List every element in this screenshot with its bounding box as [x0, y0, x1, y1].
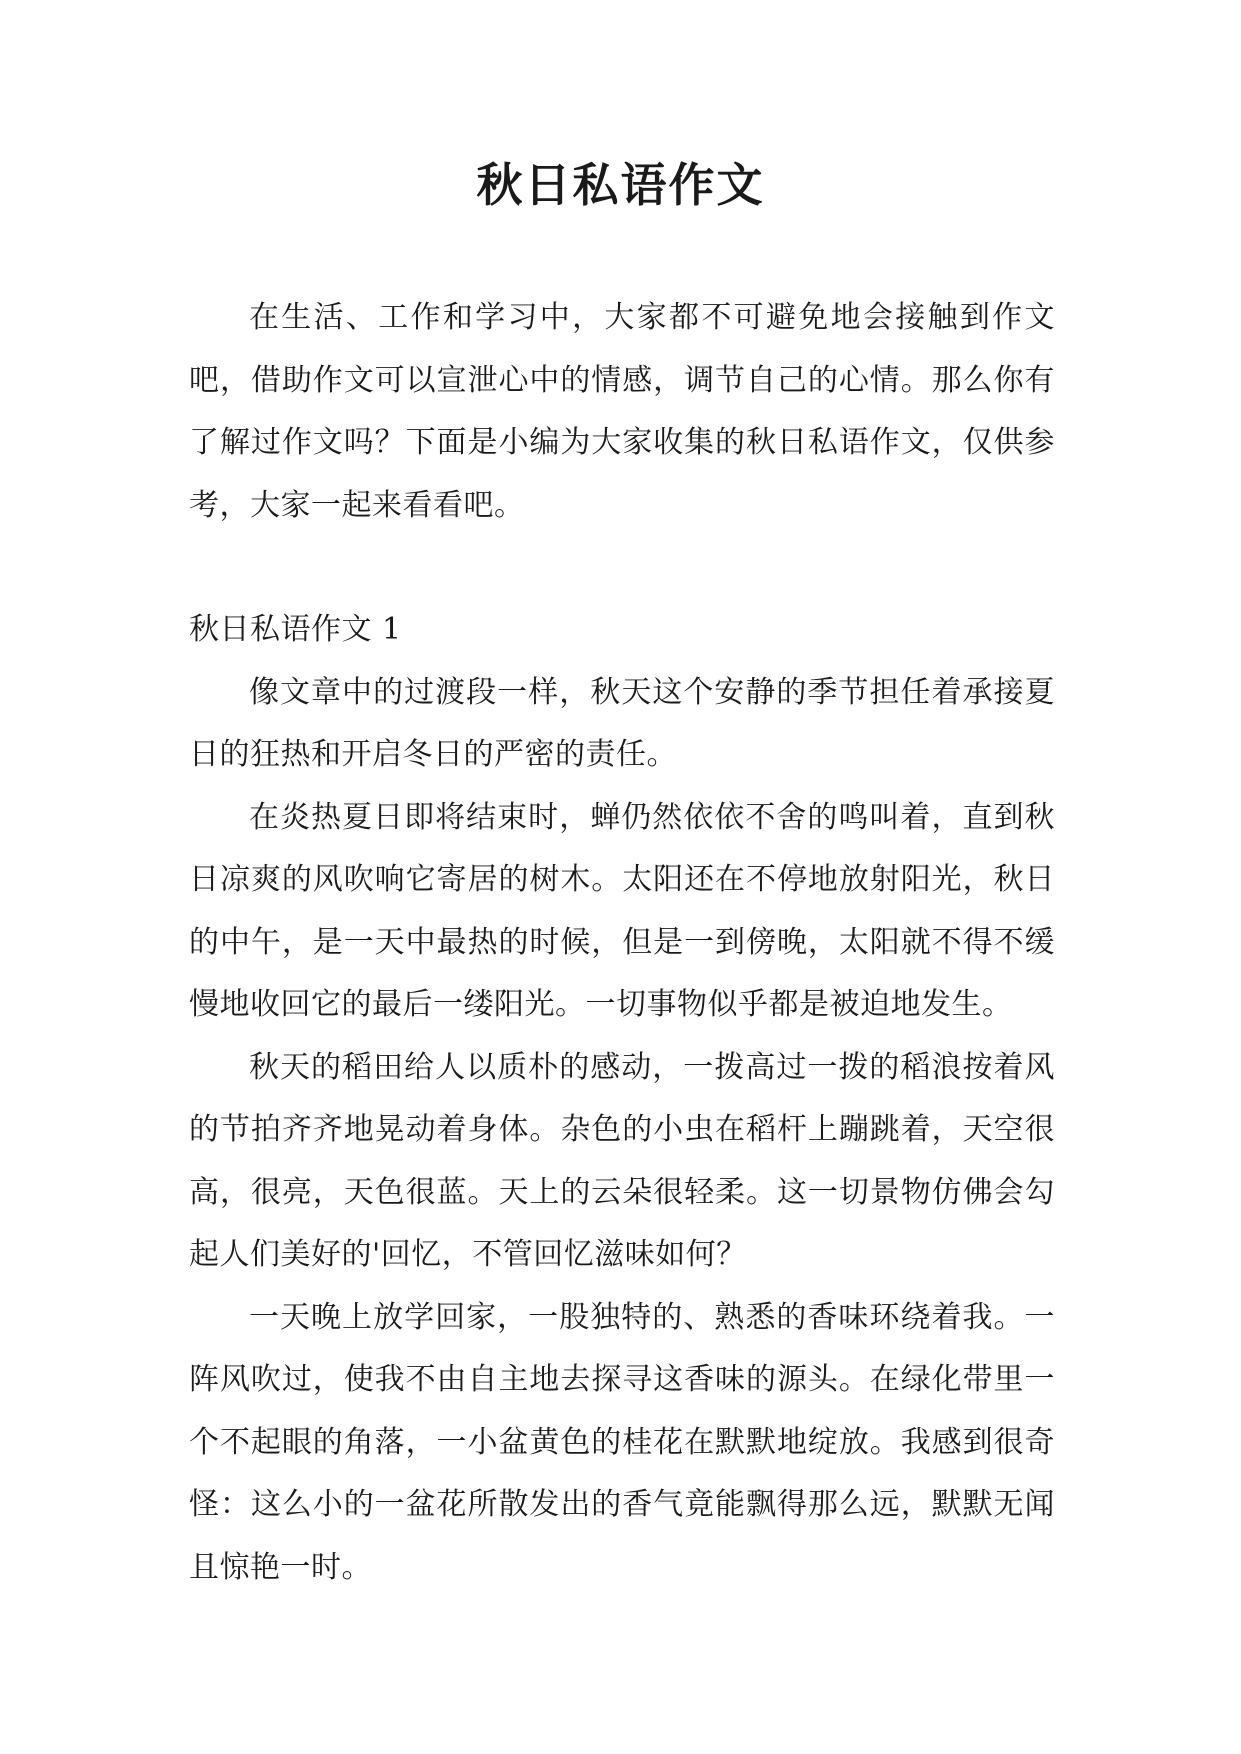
section-heading: 秋日私语作文 1 — [189, 612, 402, 647]
body-paragraph: 秋天的稻田给人以质朴的感动，一拨高过一拨的稻浪按着风的节拍齐齐地晃动着身体。杂色的小虫在稻杆上蹦跳着，天空很高，很亮，天色很蓝。天上的云朵很轻柔。这一切景物仿佛会勾起人们美好的'回忆，不管回忆滋味如何？ — [189, 1049, 1055, 1272]
document-title: 秋日私语作文 — [476, 158, 765, 212]
document-body — [189, 287, 1055, 1599]
intro-paragraph: 在生活、工作和学习中，大家都不可避免地会接触到作文吧，借助作文可以宣泄心中的情感，调节自己的心情。那么你有了解过作文吗？下面是小编为大家收集的秋日私语作文，仅供参考，大家一起来看看吧。 — [189, 300, 1055, 523]
body-paragraph: 在炎热夏日即将结束时，蝉仍然依依不舍的鸣叫着，直到秋日凉爽的风吹响它寄居的树木。太阳还在不停地放射阳光，秋日的中午，是一天中最热的时候，但是一到傍晚，太阳就不得不缓慢地收回它的最后一缕阳光。一切事物似乎都是被迫地发生。 — [189, 799, 1055, 1022]
body-paragraph: 一天晚上放学回家，一股独特的、熟悉的香味环绕着我。一阵风吹过，使我不由自主地去探寻这香味的源头。在绿化带里一个不起眼的角落，一小盆黄色的桂花在默默地绽放。我感到很奇怪：这么小的一盆花所散发出的香气竟能飘得那么远，默默无闻且惊艳一时。 — [189, 1299, 1055, 1585]
body-paragraph: 像文章中的过渡段一样，秋天这个安静的季节担任着承接夏日的狂热和开启冬日的严密的责任。 — [189, 674, 1055, 772]
